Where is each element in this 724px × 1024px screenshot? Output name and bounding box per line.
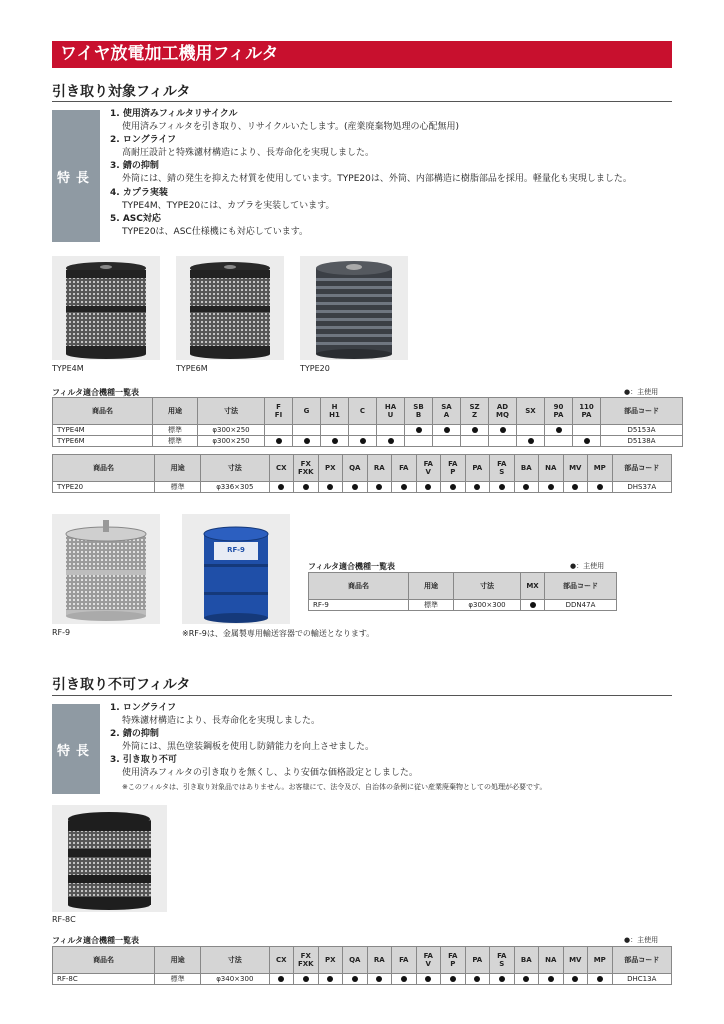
feature-heading: 5. ASC対応 (110, 213, 161, 224)
main-use-dot (472, 427, 478, 433)
column-header: FA V (416, 947, 441, 974)
main-use-dot (530, 602, 536, 608)
table-legend: ●：主使用 (624, 388, 659, 396)
cell-compat (465, 482, 490, 493)
product-photo-type20 (300, 256, 408, 360)
features-badge: 特長 (52, 704, 100, 794)
table-legend: ●：主使用 (624, 936, 659, 944)
column-header: 部品コード (612, 947, 671, 974)
main-use-dot (499, 484, 505, 490)
table-header-row (53, 947, 672, 974)
product-photo-transport-drum (182, 514, 290, 624)
feature-text: TYPE20は、ASC仕様機にも対応しています。 (122, 226, 308, 237)
main-use-dot (332, 438, 338, 444)
cell-compat (377, 425, 405, 436)
main-use-dot (523, 976, 529, 982)
feature-text: 使用済みフィルタの引き取りを無くし、より安価な価格設定としました。 (122, 768, 418, 779)
cell-size: φ300×250 (198, 425, 265, 436)
column-header: 寸法 (198, 398, 265, 425)
table-row (53, 425, 683, 436)
feature-item (110, 160, 670, 186)
photo-caption-type4m: TYPE4M (52, 364, 84, 373)
cell-compat (563, 974, 588, 985)
cell-compat (461, 436, 489, 447)
column-header: MV (563, 455, 588, 482)
column-header: F FI (265, 398, 293, 425)
feature-heading: 3. 引き取り不可 (110, 755, 177, 766)
cell-product-name: TYPE6M (53, 436, 153, 447)
cell-compat (490, 482, 515, 493)
column-header: 110 PA (573, 398, 601, 425)
column-header: PX (318, 455, 343, 482)
column-header: CX (269, 947, 294, 974)
column-header: 90 PA (545, 398, 573, 425)
compat-table-rf9 (308, 572, 617, 611)
cell-compat (517, 425, 545, 436)
column-header: PX (318, 947, 343, 974)
main-use-dot (474, 976, 480, 982)
column-header: 商品名 (53, 947, 155, 974)
cell-compat (573, 436, 601, 447)
photo-caption-rf8c: RF-8C (52, 915, 76, 924)
column-header: 寸法 (201, 947, 269, 974)
section-divider (52, 695, 672, 696)
cell-compat (293, 436, 321, 447)
column-header: BA (514, 947, 539, 974)
feature-item (110, 108, 670, 134)
feature-list (110, 702, 670, 794)
section-title-recyclable: 引き取り対象フィルタ (52, 84, 191, 100)
feature-item (110, 728, 670, 754)
column-header: QA (343, 947, 368, 974)
feature-heading: 1. ロングライフ (110, 703, 177, 713)
product-photo-rf8c (52, 805, 167, 912)
column-header: SX (517, 398, 545, 425)
feature-heading: 1. 使用済みフィルタリサイクル (110, 109, 238, 119)
features-badge: 特長 (52, 110, 100, 242)
section-title-non-recyclable: 引き取り不可フィルタ (52, 677, 191, 693)
cell-compat (343, 974, 368, 985)
main-use-dot (425, 484, 431, 490)
column-header: BA (514, 455, 539, 482)
column-header: 部品コード (601, 398, 683, 425)
cell-compat (294, 482, 319, 493)
column-header: PA (465, 947, 490, 974)
photo-caption-type20: TYPE20 (300, 364, 330, 373)
main-use-dot (303, 484, 309, 490)
cell-use: 標準 (409, 600, 454, 611)
cell-compat (545, 425, 573, 436)
feature-text: 外筒には、錆の発生を抑えた材質を使用しています。TYPE20は、外筒、内部構造に樹脂部品を採用。軽量化も実現しました。 (122, 174, 632, 185)
photo-caption-type6m: TYPE6M (176, 364, 208, 373)
cell-compat (514, 974, 539, 985)
column-header: 用途 (155, 947, 201, 974)
cell-compat (489, 436, 517, 447)
cell-size: φ300×250 (198, 436, 265, 447)
cell-compat (441, 482, 466, 493)
column-header: 用途 (155, 455, 201, 482)
cell-compat (514, 482, 539, 493)
cell-compat (318, 974, 343, 985)
feature-text: TYPE4M、TYPE20には、カプラを実装しています。 (122, 200, 335, 211)
photo-caption-rf9: RF-9 (52, 628, 71, 637)
cell-compat (318, 482, 343, 493)
cell-compat (433, 425, 461, 436)
column-header: 部品コード (545, 573, 617, 600)
column-header: FA S (490, 947, 515, 974)
main-use-dot (572, 484, 578, 490)
cell-part-code: DHS37A (612, 482, 671, 493)
main-use-dot (450, 976, 456, 982)
column-header: PA (465, 455, 490, 482)
cell-size: φ336×305 (201, 482, 269, 493)
main-use-dot (548, 976, 554, 982)
feature-note: ※このフィルタは、引き取り対象品ではありません。お客様にて、法令及び、自治体の条例に従い産業廃棄物としての処理が必要です。 (122, 782, 547, 791)
compat-table-2 (52, 454, 672, 493)
cell-compat (392, 974, 417, 985)
main-use-dot (376, 976, 382, 982)
cell-compat (269, 974, 294, 985)
cell-use: 標準 (153, 436, 198, 447)
cell-compat (545, 436, 573, 447)
cell-compat (265, 436, 293, 447)
column-header: MV (563, 947, 588, 974)
column-header: 商品名 (53, 398, 153, 425)
cell-part-code: DHC13A (612, 974, 671, 985)
main-use-dot (304, 438, 310, 444)
main-use-dot (499, 976, 505, 982)
main-use-dot (278, 484, 284, 490)
column-header: MP (588, 947, 613, 974)
column-header: HA U (377, 398, 405, 425)
column-header: H H1 (321, 398, 349, 425)
column-header: 寸法 (201, 455, 269, 482)
table-row (53, 482, 672, 493)
feature-text: 高耐圧設計と特殊濾材構造により、長寿命化を実現しました。 (122, 148, 375, 159)
cell-compat (521, 600, 545, 611)
rf9-table-title: フィルタ適合機種一覧表 (308, 562, 396, 571)
feature-heading: 4. カプラ実装 (110, 187, 168, 198)
column-header: FA (392, 947, 417, 974)
cell-part-code: D5138A (601, 436, 683, 447)
cell-use: 標準 (155, 482, 201, 493)
cell-compat (367, 482, 392, 493)
main-use-dot (416, 427, 422, 433)
product-photo-type6m (176, 256, 284, 360)
rf9-table-legend: ●：主使用 (570, 562, 605, 570)
main-use-dot (352, 484, 358, 490)
column-header: 用途 (153, 398, 198, 425)
cell-compat (265, 425, 293, 436)
column-header: FA V (416, 455, 441, 482)
product-photo-rf9 (52, 514, 160, 624)
cell-part-code: DDN47A (545, 600, 617, 611)
main-use-dot (572, 976, 578, 982)
column-header: SZ Z (461, 398, 489, 425)
product-photo-type4m (52, 256, 160, 360)
column-header: AD MQ (489, 398, 517, 425)
feature-text: 使用済みフィルタを引き取り、リサイクルいたします。(産業廃棄物処理の心配無用) (122, 122, 459, 133)
cell-compat (539, 482, 564, 493)
main-use-dot (401, 976, 407, 982)
column-header: C (349, 398, 377, 425)
cell-compat (321, 436, 349, 447)
column-header: FA P (441, 455, 466, 482)
cell-compat (573, 425, 601, 436)
main-use-dot (523, 484, 529, 490)
cell-compat (539, 974, 564, 985)
cell-compat (461, 425, 489, 436)
main-use-dot (584, 438, 590, 444)
compat-table-rf8c (52, 946, 672, 985)
compat-table-1 (52, 397, 683, 447)
main-use-dot (528, 438, 534, 444)
cell-product-name: TYPE20 (53, 482, 155, 493)
column-header: FX FXK (294, 947, 319, 974)
column-header: FX FXK (294, 455, 319, 482)
main-use-dot (425, 976, 431, 982)
drum-label: RF-9 (227, 546, 245, 554)
main-use-dot (500, 427, 506, 433)
feature-text: 特殊濾材構造により、長寿命化を実現しました。 (122, 716, 321, 727)
column-header: RA (367, 947, 392, 974)
feature-item (110, 134, 670, 160)
main-use-dot (360, 438, 366, 444)
feature-item (110, 754, 670, 780)
cell-compat (489, 425, 517, 436)
cell-compat (294, 974, 319, 985)
main-use-dot (450, 484, 456, 490)
column-header: FA S (490, 455, 515, 482)
cell-compat (405, 436, 433, 447)
column-header: RA (367, 455, 392, 482)
cell-compat (416, 974, 441, 985)
column-header: 商品名 (309, 573, 409, 600)
main-use-dot (278, 976, 284, 982)
main-use-dot (388, 438, 394, 444)
cell-use: 標準 (153, 425, 198, 436)
main-use-dot (474, 484, 480, 490)
feature-item (110, 702, 670, 728)
cell-compat (377, 436, 405, 447)
main-use-dot (444, 427, 450, 433)
feature-heading: 2. 錆の抑制 (110, 729, 159, 740)
column-header: 寸法 (454, 573, 521, 600)
table-row (53, 436, 683, 447)
cell-compat (441, 974, 466, 985)
feature-item (110, 187, 670, 213)
main-use-dot (352, 976, 358, 982)
table-header-row (53, 455, 672, 482)
column-header: 商品名 (53, 455, 155, 482)
table-title: フィルタ適合機種一覧表 (52, 936, 140, 945)
cell-product-name: RF-8C (53, 974, 155, 985)
main-use-dot (327, 976, 333, 982)
table-row (53, 974, 672, 985)
cell-size: φ340×300 (201, 974, 269, 985)
cell-compat (588, 482, 613, 493)
main-use-dot (303, 976, 309, 982)
feature-item (110, 213, 670, 239)
cell-size: φ300×300 (454, 600, 521, 611)
column-header: MP (588, 455, 613, 482)
table-row (309, 600, 617, 611)
column-header: CX (269, 455, 294, 482)
column-header: FA (392, 455, 417, 482)
cell-compat (416, 482, 441, 493)
column-header: 用途 (409, 573, 454, 600)
column-header: MX (521, 573, 545, 600)
feature-list (110, 108, 670, 239)
main-use-dot (276, 438, 282, 444)
cell-product-name: RF-9 (309, 600, 409, 611)
cell-compat (293, 425, 321, 436)
column-header: SA A (433, 398, 461, 425)
cell-compat (343, 482, 368, 493)
cell-compat (367, 974, 392, 985)
cell-use: 標準 (155, 974, 201, 985)
rf9-note: ※RF-9は、金属製専用輸送容器での輸送となります。 (182, 629, 375, 638)
main-use-dot (376, 484, 382, 490)
cell-compat (588, 974, 613, 985)
cell-product-name: TYPE4M (53, 425, 153, 436)
feature-heading: 2. ロングライフ (110, 135, 177, 146)
column-header: SB B (405, 398, 433, 425)
cell-compat (349, 425, 377, 436)
section-divider (52, 101, 672, 102)
feature-text: 外筒には、黒色塗装鋼板を使用し防錆能力を向上させました。 (122, 742, 375, 753)
cell-compat (517, 436, 545, 447)
cell-compat (405, 425, 433, 436)
main-use-dot (597, 484, 603, 490)
main-use-dot (548, 484, 554, 490)
cell-compat (465, 974, 490, 985)
cell-compat (433, 436, 461, 447)
main-use-dot (556, 427, 562, 433)
main-use-dot (597, 976, 603, 982)
feature-heading: 3. 錆の抑制 (110, 161, 159, 172)
cell-compat (490, 974, 515, 985)
cell-compat (392, 482, 417, 493)
column-header: G (293, 398, 321, 425)
column-header: 部品コード (612, 455, 671, 482)
column-header: QA (343, 455, 368, 482)
column-header: NA (539, 947, 564, 974)
column-header: FA P (441, 947, 466, 974)
cell-compat (349, 436, 377, 447)
page-title: ワイヤ放電加工機用フィルタ (52, 41, 672, 68)
table-header-row (53, 398, 683, 425)
main-use-dot (327, 484, 333, 490)
table-header-row (309, 573, 617, 600)
cell-compat (563, 482, 588, 493)
cell-part-code: D5153A (601, 425, 683, 436)
main-use-dot (401, 484, 407, 490)
cell-compat (269, 482, 294, 493)
table-title: フィルタ適合機種一覧表 (52, 388, 140, 397)
column-header: NA (539, 455, 564, 482)
cell-compat (321, 425, 349, 436)
